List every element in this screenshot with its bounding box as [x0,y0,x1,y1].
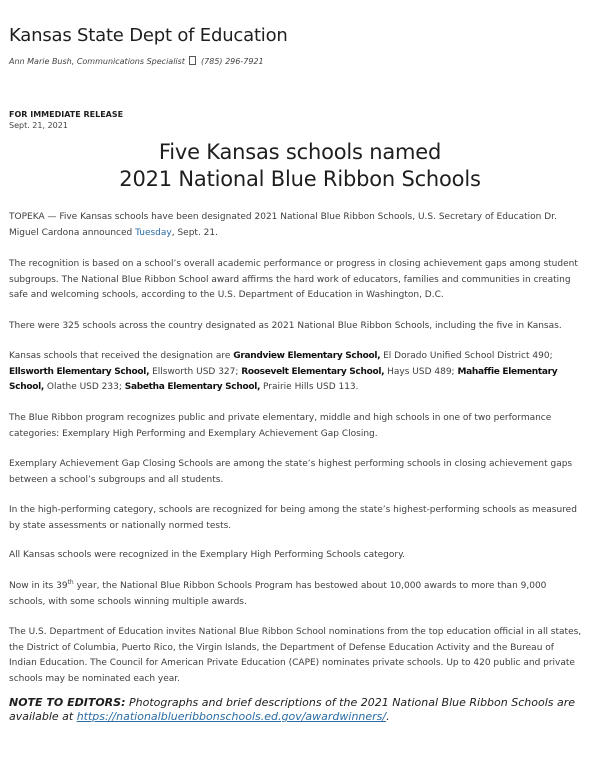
editors-text: Photographs and brief descriptions of the 2021 National Blue Ribbon Schools are available at [9,696,576,723]
school-name: Mahaffie Elementary School, [9,366,558,392]
paragraph-nominations: The U.S. Department of Education invites National Blue Ribbon School nominations from the top education official in all states, the District of Columbia, Puerto Rico, the Virgin Islands, the Department of Defense Education Activity and the Bureau of Indian Education. The Council for American Private Education (CAPE) nominates private schools. Up to 420 public and private schools may be nominated each year. [9,627,582,684]
editors-label: NOTE TO EDITORS: [9,696,126,709]
paragraph-program: The Blue Ribbon program recognizes public and private elementary, middle and high schools in one of two performance categories: Exemplary High Performing and Exemplary Achievement Gap Closing. [9,413,552,439]
paragraph-schools [9,349,582,396]
school-name: Ellsworth Elementary School, [9,366,150,377]
paragraph-category: All Kansas schools were recognized in the Exemplary High Performing Schools category. [9,550,405,560]
paragraph-history [9,579,582,610]
paragraph-recognition: The recognition is based on a school’s overall academic performance or progress in closing achievement gaps among student subgroups. The National Blue Ribbon School award affirms the hard work of educators, families and communities in creating safe and welcoming schools, according to the U.S. Department of Education in Washington, D.C. [9,259,578,300]
school-district: El Dorado Unified School District 490; [380,351,553,361]
schools-intro: Kansas schools that received the designation are [9,351,234,361]
school-district: Hays USD 489; [384,366,458,377]
note-to-editors [9,696,589,724]
tuesday-link[interactable]: Tuesday [135,227,172,238]
paragraph-gap-closing: Exemplary Achievement Gap Closing Schools are among the state’s highest performing schools in closing achievement gaps between a school’s subgroups and all students. [9,459,573,485]
page-title [0,139,600,193]
school-district: Olathe USD 233; [44,382,125,392]
contact-line [9,56,264,66]
school-name: Roosevelt Elementary School, [241,366,385,377]
history-text-b: year, the National Blue Ribbon Schools Program has bestowed about 10,000 awards to more than 9,000 schools, with some schools winning multiple awards. [9,581,547,607]
editors-end: . [386,710,390,723]
award-winners-link[interactable]: https://nationalblueribbonschools.ed.gov/awardwinners/ [76,710,387,723]
org-name: Kansas State Dept of Education [9,25,288,46]
title-line-2: 2021 National Blue Ribbon Schools [119,167,481,191]
paragraph-count: There were 325 schools across the country designated as 2021 National Blue Ribbon Schools, including the five in Kansas. [9,321,562,331]
history-text-a: Now in its 39 [9,581,68,591]
school-name: Grandview Elementary School, [233,351,381,361]
paragraph-intro [9,210,582,241]
contact-name: Ann Marie Bush, Communications Specialist [9,57,185,66]
school-district: Prairie Hills USD 113. [260,382,359,392]
school-district: Ellsworth USD 327; [149,366,242,377]
title-line-1: Five Kansas schools named [158,140,442,164]
paragraph-high-performing: In the high-performing category, schools are recognized for being among the state’s highest-performing schools as measured by state assessments or nationally normed tests. [9,505,577,531]
school-name: Sabetha Elementary School, [124,382,261,392]
intro-text-b: , Sept. 21. [171,227,218,238]
ordinal-suffix: th [67,579,74,586]
release-date: Sept. 21, 2021 [9,121,68,130]
contact-phone: (785) 296-7921 [201,57,264,66]
release-label: FOR IMMEDIATE RELEASE [9,110,124,119]
intro-text-a: TOPEKA — Five Kansas schools have been designated 2021 National Blue Ribbon Schools, U.S. Secretary of Education Dr. Miguel Cardona announced [9,212,557,238]
phone-icon [189,56,196,65]
